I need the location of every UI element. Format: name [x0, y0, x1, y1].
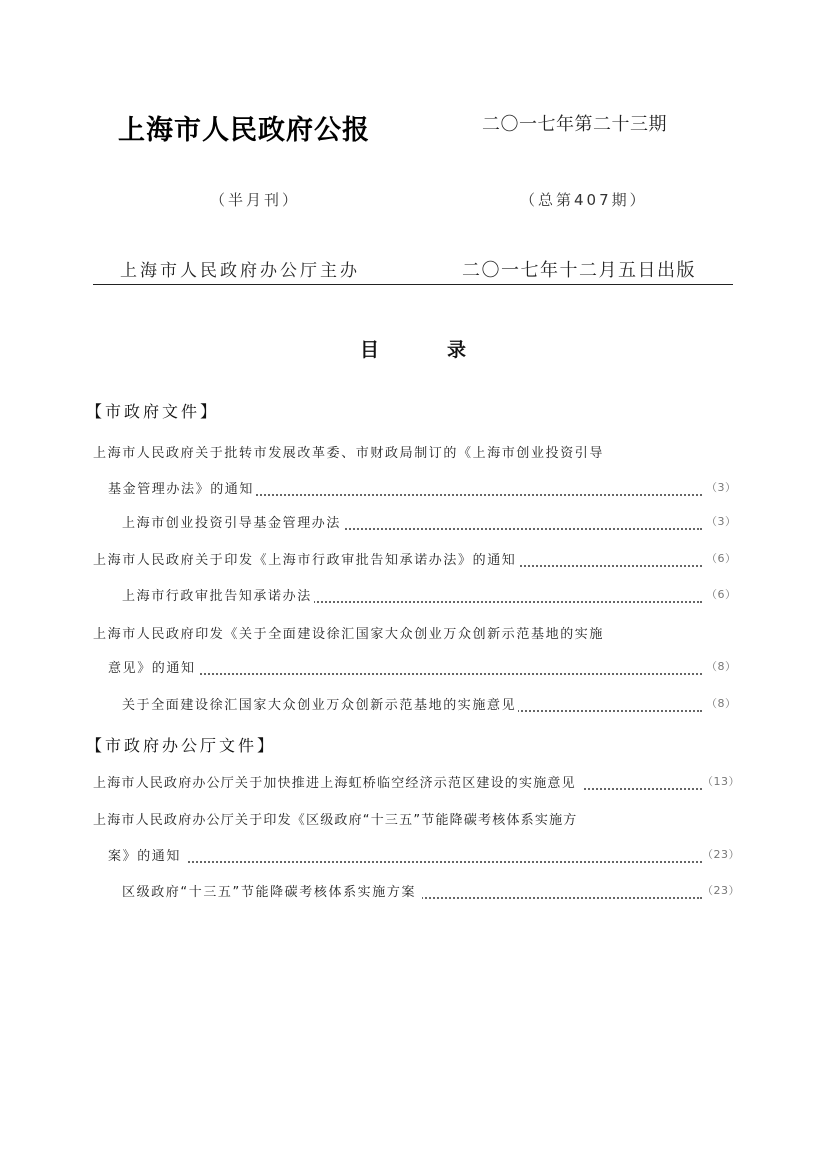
toc-entry[interactable] — [0, 845, 827, 865]
toc-entry-text: 案》的通知 — [108, 845, 187, 864]
page-number: （3） — [706, 481, 737, 494]
toc-entry-text: 意见》的通知 — [108, 657, 198, 676]
toc-entry-text: 上海市人民政府办公厅关于加快推进上海虹桥临空经济示范区建设的实施意见 — [93, 772, 582, 791]
page-number: （8） — [706, 697, 737, 710]
toc-entry[interactable] — [0, 694, 827, 714]
toc-entry-text: 上海市人民政府关于印发《上海市行政审批告知承诺办法》的通知 — [93, 549, 518, 568]
publish-date: 二〇一七年十二月五日出版 — [462, 260, 696, 281]
toc-entry-text: 区级政府“十三五”节能降碳考核体系实施方案 — [122, 881, 422, 900]
toc-title-char: 录 — [447, 339, 467, 361]
toc-entry[interactable] — [0, 881, 827, 901]
toc-entry[interactable] — [0, 585, 827, 605]
issue-number: 二〇一七年第二十三期 — [482, 114, 667, 135]
header-divider — [93, 284, 733, 285]
publication-frequency: （半月刊） — [210, 191, 301, 209]
page-number: （6） — [706, 588, 737, 601]
toc-entry-text: 基金管理办法》的通知 — [108, 478, 256, 497]
gazette-title: 上海市人民政府公报 — [118, 115, 370, 146]
page-number: （23） — [702, 884, 740, 897]
toc-entry-line1[interactable] — [0, 809, 827, 829]
toc-entry[interactable] — [0, 772, 827, 792]
toc-entry-text: 关于全面建设徐汇国家大众创业万众创新示范基地的实施意见 — [122, 694, 518, 713]
toc-title — [360, 335, 466, 362]
leader-dots — [108, 845, 702, 863]
toc-entry[interactable] — [0, 478, 827, 498]
publisher: 上海市人民政府办公厅主办 — [120, 261, 360, 281]
page-number: （6） — [706, 552, 737, 565]
page-number: （13） — [702, 775, 740, 788]
toc-entry-line1[interactable] — [0, 442, 827, 462]
toc-entry-text: 上海市行政审批告知承诺办法 — [122, 585, 314, 604]
page-number: （23） — [702, 848, 740, 861]
page-number: （3） — [706, 515, 737, 528]
toc-entry[interactable] — [0, 657, 827, 677]
toc-entry-text: 上海市人民政府关于批转市发展改革委、市财政局制订的《上海市创业投资引导 — [93, 442, 604, 461]
toc-entry-line1[interactable] — [0, 623, 827, 643]
toc-entry-text: 上海市人民政府印发《关于全面建设徐汇国家大众创业万众创新示范基地的实施 — [93, 623, 604, 642]
toc-title-char: 目 — [360, 339, 380, 361]
toc-entry-text: 上海市创业投资引导基金管理办法 — [122, 512, 343, 531]
page-number: （8） — [706, 660, 737, 673]
toc-entry[interactable] — [0, 512, 827, 532]
total-issue-number: （总第407期） — [520, 191, 648, 209]
section-heading: 【市政府办公厅文件】 — [86, 736, 277, 755]
section-heading: 【市政府文件】 — [86, 402, 220, 421]
toc-entry-text: 上海市人民政府办公厅关于印发《区级政府“十三五”节能降碳考核体系实施方 — [93, 809, 577, 828]
toc-entry[interactable] — [0, 549, 827, 569]
